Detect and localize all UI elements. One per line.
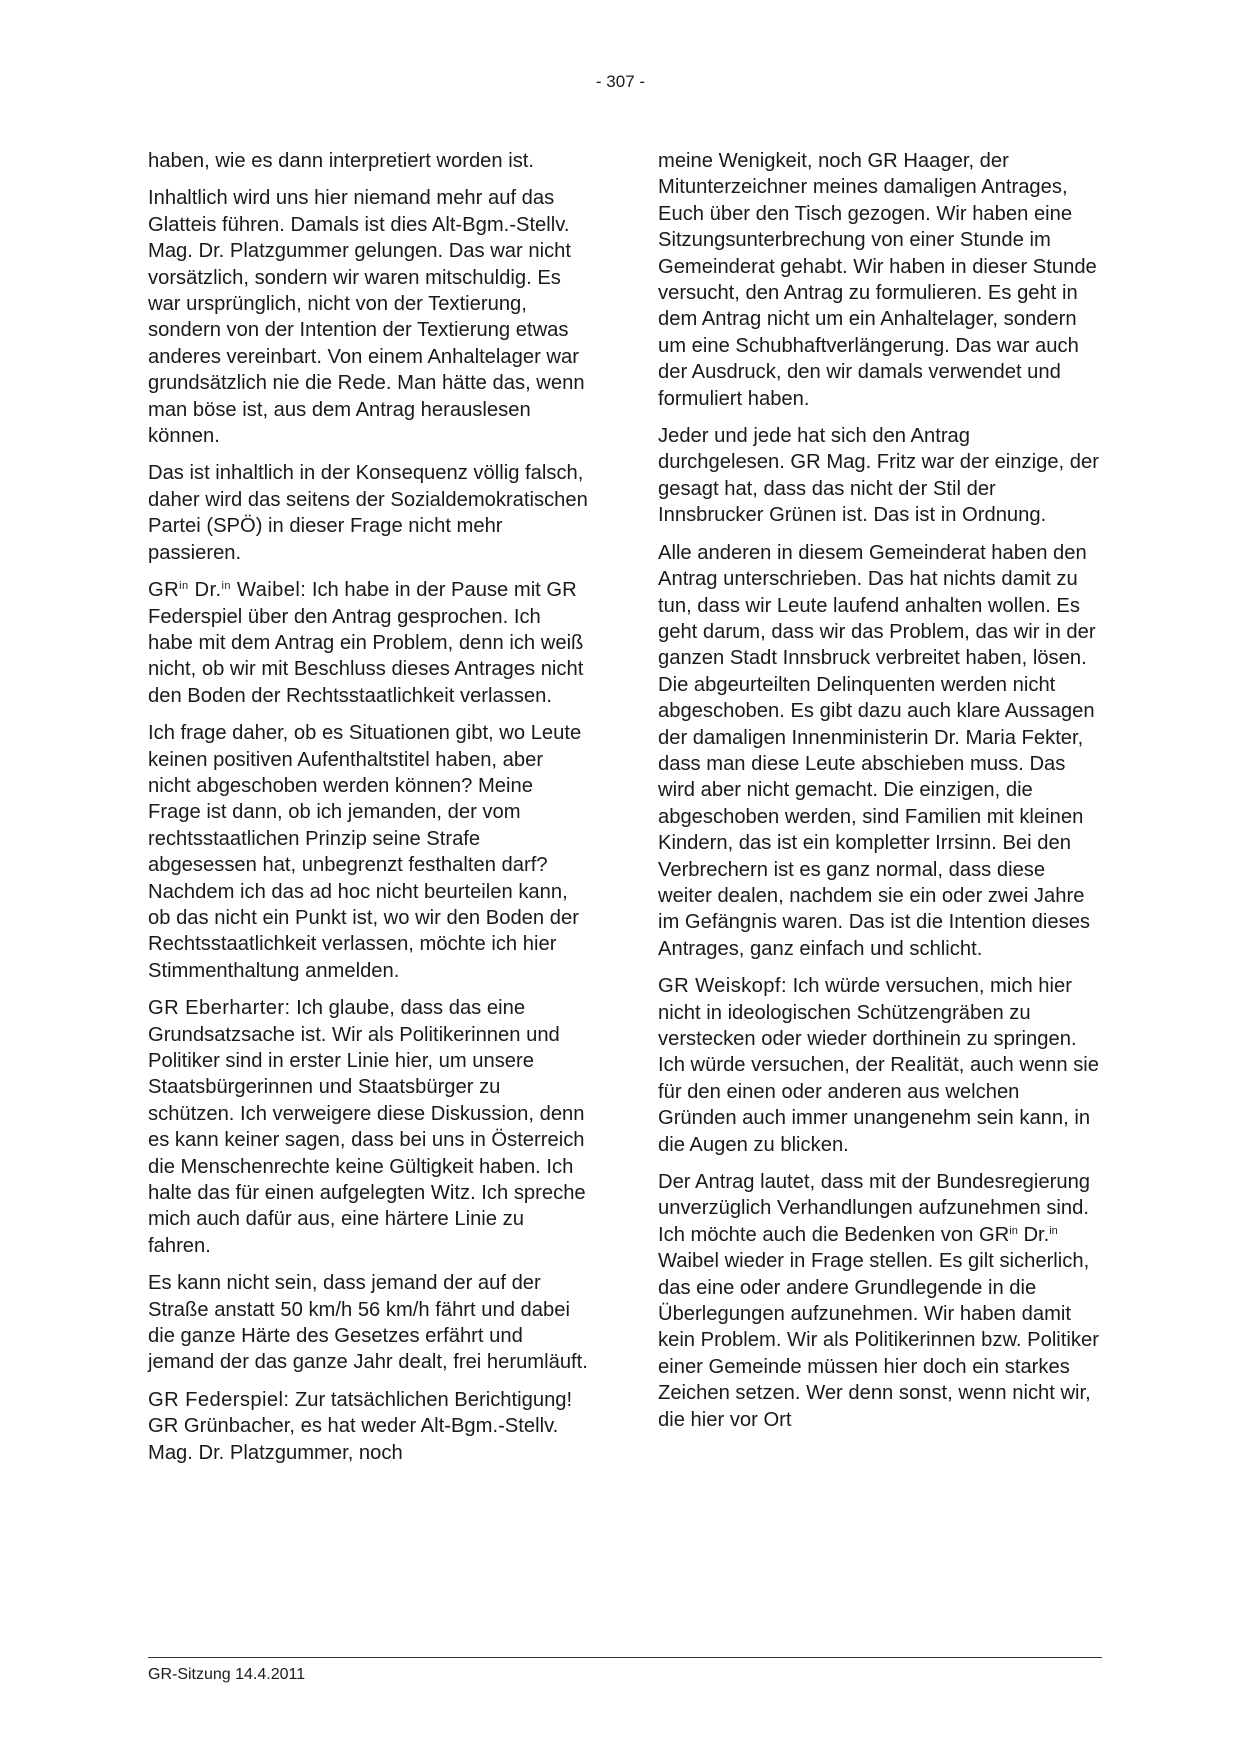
paragraph-waibel bbox=[148, 577, 590, 709]
paragraph: Der Antrag lautet, dass mit der Bundesregierung unverzüglich Verhandlungen aufzunehmen sind. Ich möchte auch die Bedenken von $GR^{in}$ Dr.$^{in}$ Waibel wieder in Frage stellen. Es gilt sicherlich, das eine oder andere Grundlegende in die Überlegungen aufzunehmen. Wir haben damit kein Problem. Wir als Politikerinnen bzw. Politiker einer Gemeinde müssen hier doch ein starkes Zeichen setzen. Wer denn sonst, wenn nicht wir, die hier vor Ort bbox=[658, 1171, 1099, 1431]
footer-session-date: GR-Sitzung 14.4.2011 bbox=[148, 1666, 306, 1683]
left-column bbox=[148, 148, 590, 1477]
paragraph: Inhaltlich wird uns hier niemand mehr auf das Glatteis führen. Damals ist dies Alt-Bgm.-Stellv. Mag. Dr. Platzgummer gelungen. Das war nicht vorsätzlich, sondern wir waren mitschuldig. Es war ursprünglich, nicht von der Textierung, sondern von der Intention der Textierung etwas anderes vereinbart. Von einem Anhaltelager war grundsätzlich nie die Rede. Man hätte das, wenn man böse ist, aus dem Antrag herauslesen können. bbox=[148, 187, 585, 448]
paragraph-weiskopf bbox=[658, 973, 1102, 1158]
speaker-name: GR Federspiel: bbox=[148, 1388, 290, 1411]
right-column bbox=[658, 148, 1102, 1444]
paragraph: Jeder und jede hat sich den Antrag durchgelesen. GR Mag. Fritz war der einzige, der gesagt hat, dass das nicht der Stil der Innsbrucker Grünen ist. Das ist in Ordnung. bbox=[658, 425, 1099, 527]
page-number: - 307 - bbox=[595, 72, 646, 91]
paragraph: meine Wenigkeit, noch GR Haager, der Mitunterzeichner meines damaligen Antrages, Euch über den Tisch gezogen. Wir haben eine Sitzungsunterbrechung von einer Stunde im Gemeinderat gehabt. Wir haben in dieser Stunde versucht, den Antrag zu formulieren. Es geht in dem Antrag nicht um ein Anhaltelager, sondern um eine Schubhaftverlängerung. Das war auch der Ausdruck, den wir damals verwendet und formuliert haben. bbox=[658, 150, 1097, 410]
speaker-name: GR Eberharter: bbox=[148, 997, 291, 1020]
paragraph: Ich frage daher, ob es Situationen gibt, wo Leute keinen positiven Aufenthaltstitel haben, aber nicht abgeschoben werden können? Meine Frage ist dann, ob ich jemanden, der vom rechtsstaatlichen Prinzip seine Strafe abgesessen hat, unbegrenzt festhalten darf? Nachdem ich das ad hoc nicht beurteilen kann, ob das nicht ein Punkt ist, wo wir den Boden der Rechtsstaatlichkeit verlassen, möchte ich hier Stimmenthaltung anmelden. bbox=[148, 722, 582, 982]
paragraph-federspiel bbox=[148, 1387, 590, 1466]
paragraph-eberharter bbox=[148, 995, 590, 1259]
paragraph: haben, wie es dann interpretiert worden ist. bbox=[148, 150, 535, 172]
paragraph: Das ist inhaltlich in der Konsequenz völlig falsch, daher wird das seitens der Sozialdemokratischen Partei (SPÖ) in dieser Frage nicht mehr passieren. bbox=[148, 462, 588, 564]
speech-text: Zur tatsächlichen Berichtigung! GR Grünbacher, es hat weder Alt-Bgm.-Stellv. Mag. Dr. Platzgummer, noch bbox=[148, 1388, 573, 1464]
speaker-name: GR Weiskopf: bbox=[658, 975, 787, 998]
speaker-name: $GR^{in}$ Dr.$^{in}$ Waibel: bbox=[148, 579, 307, 602]
paragraph: Alle anderen in diesem Gemeinderat haben den Antrag unterschrieben. Das hat nichts damit zu tun, dass wir Leute laufend anhalten wollen. Es geht darum, dass wir das Problem, das wir in der ganzen Stadt Innsbruck verbreitet haben, lösen. Die abgeurteilten Delinquenten werden nicht abgeschoben. Es gibt dazu auch klare Aussagen der damaligen Innenministerin Dr. Maria Fekter, dass man diese Leute abschieben muss. Das wird aber nicht gemacht. Die einzigen, die abgeschoben werden, sind Familien mit kleinen Kindern, das ist ein kompletter Irrsinn. Bei den Verbrechern ist es ganz normal, dass diese weiter dealen, nachdem sie ein oder zwei Jahre im Gefängnis waren. Das ist die Intention dieses Antrages, ganz einfach und schlicht. bbox=[658, 541, 1096, 960]
footer-divider bbox=[148, 1657, 1102, 1658]
speech-text: Ich habe in der Pause mit GR Federspiel über den Antrag gesprochen. Ich habe mit dem Antrag ein Problem, denn ich weiß nicht, ob wir mit Beschluss dieses Antrages nicht den Boden der Rechtsstaatlichkeit verlassen. bbox=[148, 579, 584, 707]
speech-text: Ich glaube, dass das eine Grundsatzsache ist. Wir als Politikerinnen und Politiker sind in erster Linie hier, um unsere Staatsbürgerinnen und Staatsbürger zu schützen. Ich verweigere diese Diskussion, denn es kann keiner sagen, dass bei uns in Österreich die Menschenrechte keine Gültigkeit haben. Ich halte das für einen aufgelegten Witz. Ich spreche mich auch dafür aus, eine härtere Linie zu fahren. bbox=[148, 997, 586, 1257]
paragraph: Es kann nicht sein, dass jemand der auf der Straße anstatt 50 km/h 56 km/h fährt und dabei die ganze Härte des Gesetzes erfährt und jemand der das ganze Jahr dealt, frei herumläuft. bbox=[148, 1272, 588, 1374]
speech-text: Ich würde versuchen, mich hier nicht in ideologischen Schützengräben zu verstecken oder wieder dorthinein zu springen. Ich würde versuchen, der Realität, auch wenn sie für den einen oder anderen aus welchen Gründen auch immer unangenehm sein kann, in die Augen zu blicken. bbox=[658, 975, 1100, 1156]
